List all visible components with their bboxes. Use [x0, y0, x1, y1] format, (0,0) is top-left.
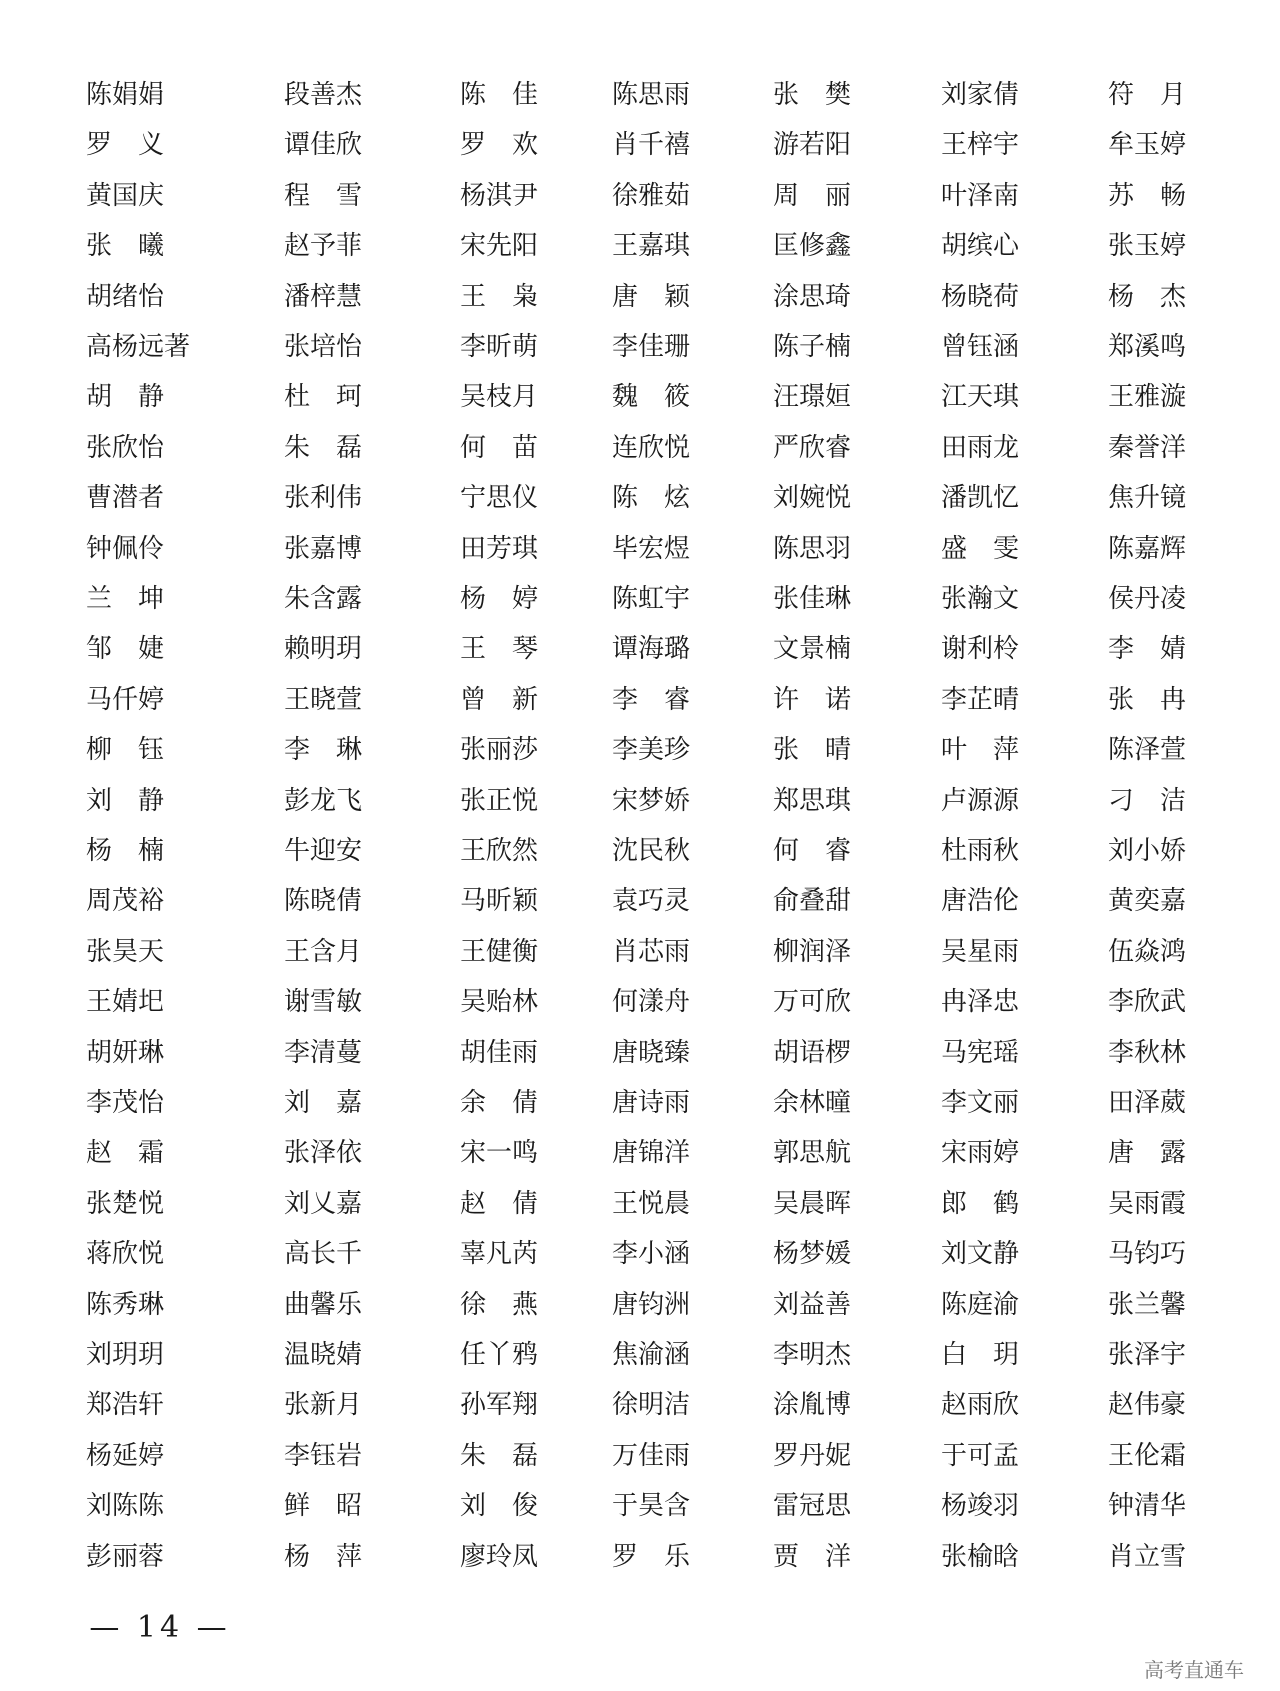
name-entry: 郑溪鸣	[1108, 332, 1187, 362]
name-entry: 牛迎安	[284, 836, 363, 866]
name-entry: 曾钰涵	[941, 332, 1020, 362]
name-entry: 胡 静	[86, 382, 165, 413]
name-entry: 罗 义	[86, 130, 165, 161]
name-entry: 赵 霜	[86, 1138, 165, 1169]
name-entry: 张楚悦	[86, 1188, 165, 1219]
name-entry: 李昕萌	[460, 332, 539, 362]
name-entry: 刘益善	[773, 1289, 852, 1320]
name-entry: 刘乂嘉	[284, 1188, 363, 1219]
name-entry: 于可孟	[941, 1440, 1020, 1471]
name-entry: 肖芯雨	[612, 936, 691, 967]
name-entry: 温晓婧	[284, 1340, 363, 1370]
name-row	[0, 627, 1280, 671]
page-number: — 14 —	[89, 1610, 231, 1645]
name-entry: 张兰馨	[1108, 1289, 1187, 1320]
name-entry: 杨淇尹	[460, 180, 539, 211]
name-entry: 王晓萱	[284, 684, 363, 715]
name-entry: 刘 嘉	[284, 1088, 363, 1118]
name-entry: 李美珍	[612, 735, 691, 766]
name-entry: 赵予菲	[284, 231, 363, 262]
name-entry: 陈泽萱	[1108, 735, 1187, 766]
name-row	[0, 879, 1280, 923]
name-entry: 于昊含	[612, 1491, 691, 1522]
name-entry: 段善杰	[284, 80, 363, 110]
name-entry: 刁 洁	[1108, 785, 1187, 816]
name-entry: 曲馨乐	[284, 1289, 363, 1320]
name-entry: 杨竣羽	[941, 1491, 1020, 1522]
name-row	[0, 1333, 1280, 1377]
name-entry: 张泽依	[284, 1138, 363, 1169]
name-entry: 谢雪敏	[284, 987, 363, 1018]
name-entry: 涂胤博	[773, 1390, 852, 1421]
name-entry: 王梓宇	[941, 130, 1020, 161]
name-entry: 杨 婷	[460, 584, 539, 614]
name-entry: 陈秀琳	[86, 1289, 165, 1320]
name-entry: 罗丹妮	[773, 1440, 852, 1471]
name-entry: 余 倩	[460, 1088, 539, 1118]
name-entry: 刘 俊	[460, 1491, 539, 1522]
name-entry: 王 琴	[460, 634, 539, 665]
name-entry: 汪璟姮	[773, 382, 852, 413]
name-entry: 杨 楠	[86, 836, 165, 866]
name-entry: 张新月	[284, 1390, 363, 1421]
name-entry: 唐 露	[1108, 1138, 1187, 1169]
name-entry: 潘梓慧	[284, 281, 363, 312]
name-entry: 张 晴	[773, 735, 852, 766]
name-entry: 刘陈陈	[86, 1491, 165, 1522]
name-entry: 谭佳欣	[284, 130, 363, 161]
name-entry: 杨晓荷	[941, 281, 1020, 312]
name-entry: 吴星雨	[941, 936, 1020, 967]
name-entry: 李 婧	[1108, 634, 1187, 665]
name-entry: 刘家倩	[941, 80, 1020, 110]
name-entry: 曹潜者	[86, 483, 165, 514]
name-row	[0, 476, 1280, 520]
name-entry: 邹 婕	[86, 634, 165, 665]
name-entry: 鲜 昭	[284, 1491, 363, 1522]
name-entry: 张欣怡	[86, 432, 165, 463]
name-entry: 孙军翔	[460, 1390, 539, 1421]
name-entry: 唐晓臻	[612, 1037, 691, 1068]
name-entry: 程 雪	[284, 180, 363, 211]
name-entry: 李清蔓	[284, 1037, 363, 1068]
name-entry: 秦誉洋	[1108, 432, 1187, 463]
name-entry: 陈子楠	[773, 332, 852, 362]
name-entry: 胡缤心	[941, 231, 1020, 262]
name-entry: 高杨远著	[86, 332, 191, 362]
name-entry: 赵 倩	[460, 1188, 539, 1219]
name-entry: 张正悦	[460, 785, 539, 816]
name-entry: 李芷晴	[941, 684, 1020, 715]
name-entry: 张昊天	[86, 936, 165, 967]
name-entry: 张丽莎	[460, 735, 539, 766]
name-entry: 余林曈	[773, 1088, 852, 1118]
name-entry: 唐钧洲	[612, 1289, 691, 1320]
name-entry: 郑浩轩	[86, 1390, 165, 1421]
name-row	[0, 1182, 1280, 1226]
name-entry: 杨 萍	[284, 1541, 363, 1572]
name-entry: 马钧巧	[1108, 1239, 1187, 1270]
name-entry: 马昕颖	[460, 886, 539, 917]
name-entry: 李明杰	[773, 1340, 852, 1370]
name-entry: 严欣睿	[773, 432, 852, 463]
name-entry: 刘婉悦	[773, 483, 852, 514]
name-entry: 朱 磊	[284, 432, 363, 463]
name-entry: 吴晨晖	[773, 1188, 852, 1219]
name-entry: 宋先阳	[460, 231, 539, 262]
name-entry: 杨 杰	[1108, 281, 1187, 312]
name-row	[0, 779, 1280, 823]
name-entry: 毕宏煜	[612, 533, 691, 564]
name-entry: 陈晓倩	[284, 886, 363, 917]
name-entry: 唐锦洋	[612, 1138, 691, 1169]
name-row	[0, 577, 1280, 621]
name-entry: 徐 燕	[460, 1289, 539, 1320]
name-entry: 徐明洁	[612, 1390, 691, 1421]
name-entry: 朱含露	[284, 584, 363, 614]
name-entry: 杜 珂	[284, 382, 363, 413]
name-row	[0, 980, 1280, 1024]
name-entry: 万可欣	[773, 987, 852, 1018]
name-row	[0, 73, 1280, 117]
name-row	[0, 1535, 1280, 1579]
name-row	[0, 325, 1280, 369]
name-entry: 朱 磊	[460, 1440, 539, 1471]
name-entry: 胡语椤	[773, 1037, 852, 1068]
name-entry: 俞叠甜	[773, 886, 852, 917]
name-entry: 张利伟	[284, 483, 363, 514]
name-entry: 卢源源	[941, 785, 1020, 816]
name-entry: 吴贻林	[460, 987, 539, 1018]
name-entry: 何 睿	[773, 836, 852, 866]
name-entry: 刘玥玥	[86, 1340, 165, 1370]
name-entry: 谭海璐	[612, 634, 691, 665]
name-entry: 黄国庆	[86, 180, 165, 211]
name-entry: 唐 颖	[612, 281, 691, 312]
name-entry: 李小涵	[612, 1239, 691, 1270]
name-entry: 宋一鸣	[460, 1138, 539, 1169]
name-entry: 李欣武	[1108, 987, 1187, 1018]
name-entry: 符 月	[1108, 80, 1187, 110]
name-row	[0, 1434, 1280, 1478]
name-entry: 张泽宇	[1108, 1340, 1187, 1370]
name-row	[0, 275, 1280, 319]
name-entry: 文景楠	[773, 634, 852, 665]
name-entry: 连欣悦	[612, 432, 691, 463]
name-entry: 唐诗雨	[612, 1088, 691, 1118]
watermark-text: 高考直通车	[1144, 1658, 1244, 1682]
name-entry: 张 曦	[86, 231, 165, 262]
name-entry: 杨延婷	[86, 1440, 165, 1471]
name-entry: 钟佩伶	[86, 533, 165, 564]
name-entry: 张嘉博	[284, 533, 363, 564]
name-entry: 廖玲凤	[460, 1541, 539, 1572]
name-entry: 陈庭渝	[941, 1289, 1020, 1320]
name-entry: 田芳琪	[460, 533, 539, 564]
name-entry: 许 诺	[773, 684, 852, 715]
name-entry: 苏 畅	[1108, 180, 1187, 211]
name-entry: 宁思仪	[460, 483, 539, 514]
name-entry: 王雅漩	[1108, 382, 1187, 413]
name-entry: 兰 坤	[86, 584, 165, 614]
name-entry: 陈虹宇	[612, 584, 691, 614]
name-entry: 罗 乐	[612, 1541, 691, 1572]
name-entry: 张瀚文	[941, 584, 1020, 614]
name-entry: 宋梦娇	[612, 785, 691, 816]
name-row	[0, 527, 1280, 571]
name-row	[0, 224, 1280, 268]
name-entry: 贾 洋	[773, 1541, 852, 1572]
name-entry: 张培怡	[284, 332, 363, 362]
name-entry: 田雨龙	[941, 432, 1020, 463]
name-entry: 陈娟娟	[86, 80, 165, 110]
name-entry: 柳 钰	[86, 735, 165, 766]
name-entry: 王欣然	[460, 836, 539, 866]
name-entry: 钟清华	[1108, 1491, 1187, 1522]
name-entry: 郭思航	[773, 1138, 852, 1169]
name-entry: 高长千	[284, 1239, 363, 1270]
name-entry: 李钰岩	[284, 1440, 363, 1471]
name-entry: 马仟婷	[86, 684, 165, 715]
name-entry: 焦升镜	[1108, 483, 1187, 514]
name-entry: 叶 萍	[941, 735, 1020, 766]
name-entry: 胡佳雨	[460, 1037, 539, 1068]
name-entry: 王伦霜	[1108, 1440, 1187, 1471]
name-entry: 侯丹凌	[1108, 584, 1187, 614]
name-entry: 牟玉婷	[1108, 130, 1187, 161]
name-entry: 伍焱鸿	[1108, 936, 1187, 967]
name-entry: 马宪瑶	[941, 1037, 1020, 1068]
name-entry: 胡妍琳	[86, 1037, 165, 1068]
name-entry: 周茂裕	[86, 886, 165, 917]
name-entry: 田泽葳	[1108, 1088, 1187, 1118]
name-entry: 彭丽蓉	[86, 1541, 165, 1572]
name-row	[0, 1031, 1280, 1075]
name-entry: 张佳琳	[773, 584, 852, 614]
name-row	[0, 1131, 1280, 1175]
name-entry: 江天琪	[941, 382, 1020, 413]
name-entry: 王含月	[284, 936, 363, 967]
name-entry: 王健衡	[460, 936, 539, 967]
name-entry: 宋雨婷	[941, 1138, 1020, 1169]
name-row	[0, 1383, 1280, 1427]
name-row	[0, 1484, 1280, 1528]
name-entry: 谢利柃	[941, 634, 1020, 665]
name-entry: 刘 静	[86, 785, 165, 816]
name-entry: 李 琳	[284, 735, 363, 766]
name-entry: 肖千禧	[612, 130, 691, 161]
name-entry: 叶泽南	[941, 180, 1020, 211]
name-entry: 胡绪怡	[86, 281, 165, 312]
name-entry: 何 苗	[460, 432, 539, 463]
name-entry: 沈民秋	[612, 836, 691, 866]
name-entry: 曾 新	[460, 684, 539, 715]
name-entry: 赖明玥	[284, 634, 363, 665]
name-row	[0, 1081, 1280, 1125]
name-entry: 张 樊	[773, 80, 852, 110]
name-entry: 吴枝月	[460, 382, 539, 413]
name-entry: 王悦晨	[612, 1188, 691, 1219]
name-row	[0, 930, 1280, 974]
name-entry: 陈 佳	[460, 80, 539, 110]
name-entry: 何漾舟	[612, 987, 691, 1018]
name-entry: 郎 鹤	[941, 1188, 1020, 1219]
name-row	[0, 426, 1280, 470]
name-entry: 白 玥	[941, 1340, 1020, 1370]
name-entry: 王婧圯	[86, 987, 165, 1018]
name-entry: 周 丽	[773, 180, 852, 211]
name-entry: 张 冉	[1108, 684, 1187, 715]
name-entry: 陈思羽	[773, 533, 852, 564]
name-entry: 唐浩伦	[941, 886, 1020, 917]
name-row	[0, 1283, 1280, 1327]
name-entry: 盛 雯	[941, 533, 1020, 564]
name-entry: 罗 欢	[460, 130, 539, 161]
name-entry: 李 睿	[612, 684, 691, 715]
name-entry: 李文丽	[941, 1088, 1020, 1118]
name-entry: 魏 筱	[612, 382, 691, 413]
name-entry: 陈思雨	[612, 80, 691, 110]
name-entry: 万佳雨	[612, 1440, 691, 1471]
name-entry: 焦渝涵	[612, 1340, 691, 1370]
name-row	[0, 174, 1280, 218]
name-entry: 肖立雪	[1108, 1541, 1187, 1572]
name-row	[0, 375, 1280, 419]
name-entry: 袁巧灵	[612, 886, 691, 917]
name-entry: 雷冠思	[773, 1491, 852, 1522]
name-row	[0, 123, 1280, 167]
name-entry: 王嘉琪	[612, 231, 691, 262]
name-entry: 辜凡芮	[460, 1239, 539, 1270]
name-entry: 柳润泽	[773, 936, 852, 967]
name-entry: 涂思琦	[773, 281, 852, 312]
name-entry: 李茂怡	[86, 1088, 165, 1118]
name-entry: 吴雨霞	[1108, 1188, 1187, 1219]
name-entry: 刘文静	[941, 1239, 1020, 1270]
name-entry: 冉泽忠	[941, 987, 1020, 1018]
name-entry: 潘凯忆	[941, 483, 1020, 514]
name-entry: 王 枭	[460, 281, 539, 312]
name-row	[0, 678, 1280, 722]
name-entry: 李秋林	[1108, 1037, 1187, 1068]
name-entry: 陈嘉辉	[1108, 533, 1187, 564]
name-entry: 匡修鑫	[773, 231, 852, 262]
name-entry: 徐雅茹	[612, 180, 691, 211]
name-entry: 游若阳	[773, 130, 852, 161]
name-row	[0, 728, 1280, 772]
name-entry: 赵伟豪	[1108, 1390, 1187, 1421]
name-entry: 赵雨欣	[941, 1390, 1020, 1421]
name-entry: 陈 炫	[612, 483, 691, 514]
name-entry: 郑思琪	[773, 785, 852, 816]
name-entry: 张榆晗	[941, 1541, 1020, 1572]
name-entry: 杨梦媛	[773, 1239, 852, 1270]
name-row	[0, 1232, 1280, 1276]
name-entry: 任丫鸦	[460, 1340, 539, 1370]
name-entry: 彭龙飞	[284, 785, 363, 816]
name-entry: 蒋欣悦	[86, 1239, 165, 1270]
name-entry: 李佳珊	[612, 332, 691, 362]
name-entry: 黄奕嘉	[1108, 886, 1187, 917]
name-entry: 张玉婷	[1108, 231, 1187, 262]
name-entry: 杜雨秋	[941, 836, 1020, 866]
name-entry: 刘小娇	[1108, 836, 1187, 866]
name-row	[0, 829, 1280, 873]
